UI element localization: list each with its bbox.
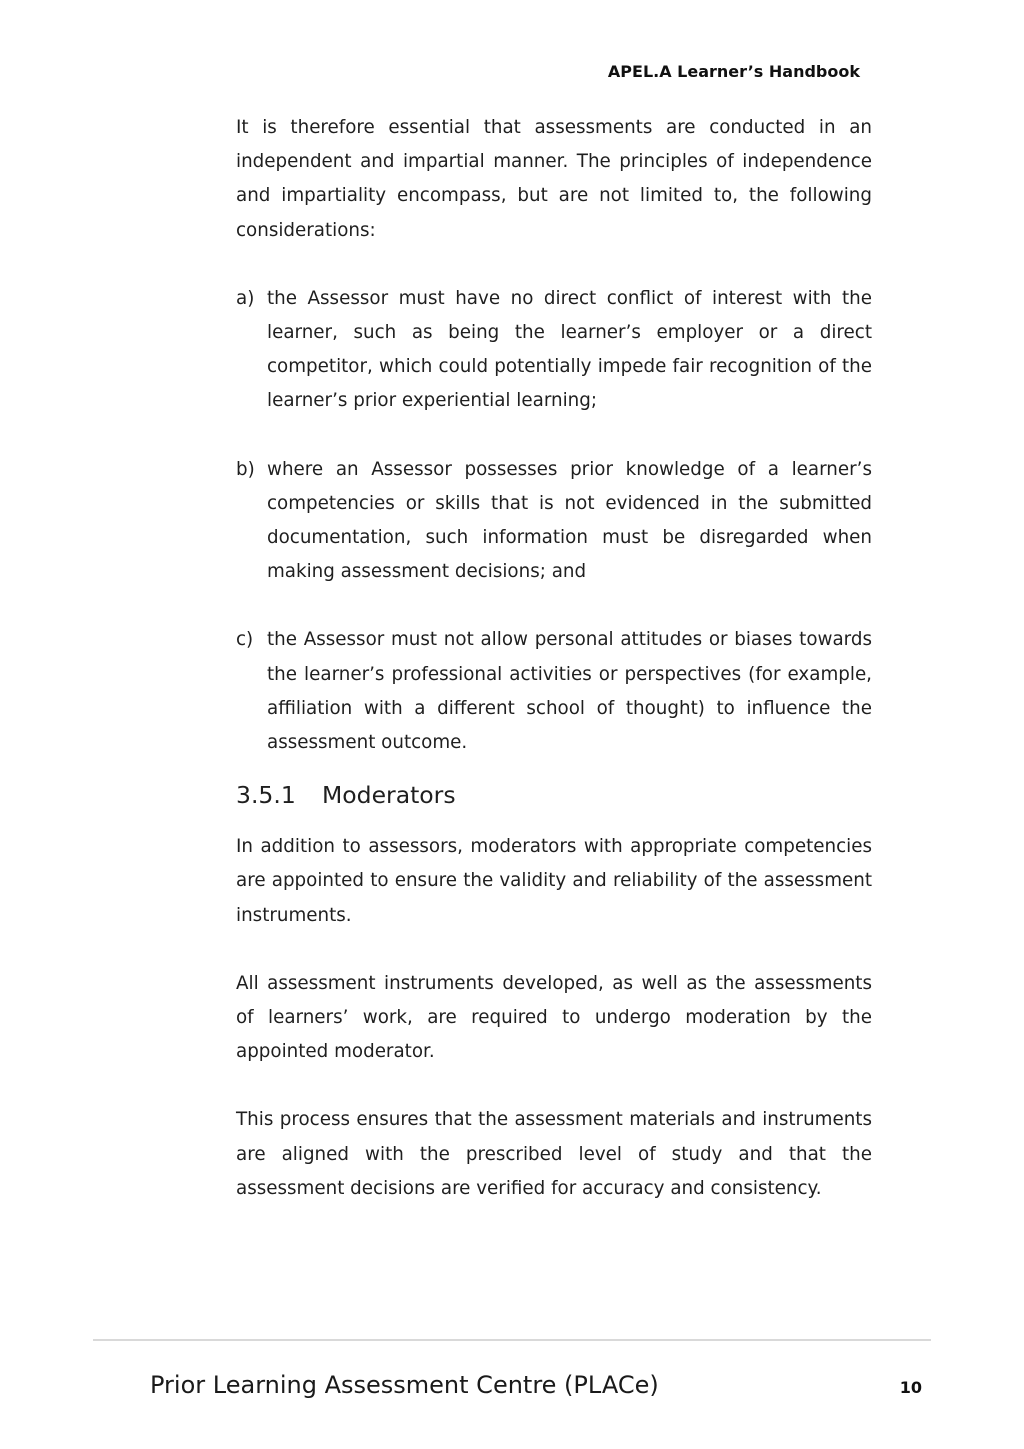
running-header-title: APEL.A Learner’s Handbook: [607, 62, 860, 81]
footer-organization: Prior Learning Assessment Centre (PLACe): [150, 1371, 659, 1399]
list-item-text: the Assessor must not allow personal attitudes or biases towards the learner’s professional activities or perspectives (for example, affiliation with a different school of thought) to influence the assessment outcome.: [267, 629, 872, 754]
list-item-c: [236, 623, 872, 760]
paragraph-spacer: [236, 419, 872, 453]
moderators-paragraph-2: All assessment instruments developed, as well as the assessments of learners’ work, are required to undergo moderation by the appointed moderator.: [236, 972, 872, 1063]
intro-paragraph: It is therefore essential that assessments are conducted in an independent and impartial manner. The principles of independence and impartiality encompass, but are not limited to, the following considerations:: [236, 117, 872, 241]
list-item-text: the Assessor must have no direct conflict of interest with the learner, such as being the learner’s employer or a direct competitor, which could potentially impede fair recognition of the learner’s prior experiential learning;: [267, 287, 872, 412]
paragraph-spacer: [236, 1069, 872, 1103]
paragraph-spacer: [236, 933, 872, 967]
list-marker: a): [236, 287, 255, 309]
paragraph-spacer: [236, 589, 872, 623]
list-item-a: [236, 282, 872, 419]
moderators-paragraph-1: In addition to assessors, moderators with appropriate competencies are appointed to ensure the validity and reliability of the assessment instruments.: [236, 836, 872, 926]
list-item-text: where an Assessor possesses prior knowledge of a learner’s competencies or skills that is not evidenced in the submitted documentation, such information must be disregarded when making assessment decisions; and: [267, 458, 872, 583]
moderators-paragraph-3: This process ensures that the assessment materials and instruments are aligned with the prescribed level of study and that the assessment decisions are verified for accuracy and consistency.: [236, 1109, 872, 1199]
list-item-b: [236, 453, 872, 590]
list-marker: c): [236, 629, 254, 651]
paragraph-spacer: [236, 248, 872, 282]
section-heading: [236, 778, 872, 812]
footer-divider: [93, 1339, 931, 1341]
page-number: 10: [899, 1378, 922, 1397]
section-title: Moderators: [322, 781, 456, 810]
list-marker: b): [236, 458, 255, 480]
page-content: [236, 111, 872, 1206]
section-number: 3.5.1: [236, 781, 296, 810]
